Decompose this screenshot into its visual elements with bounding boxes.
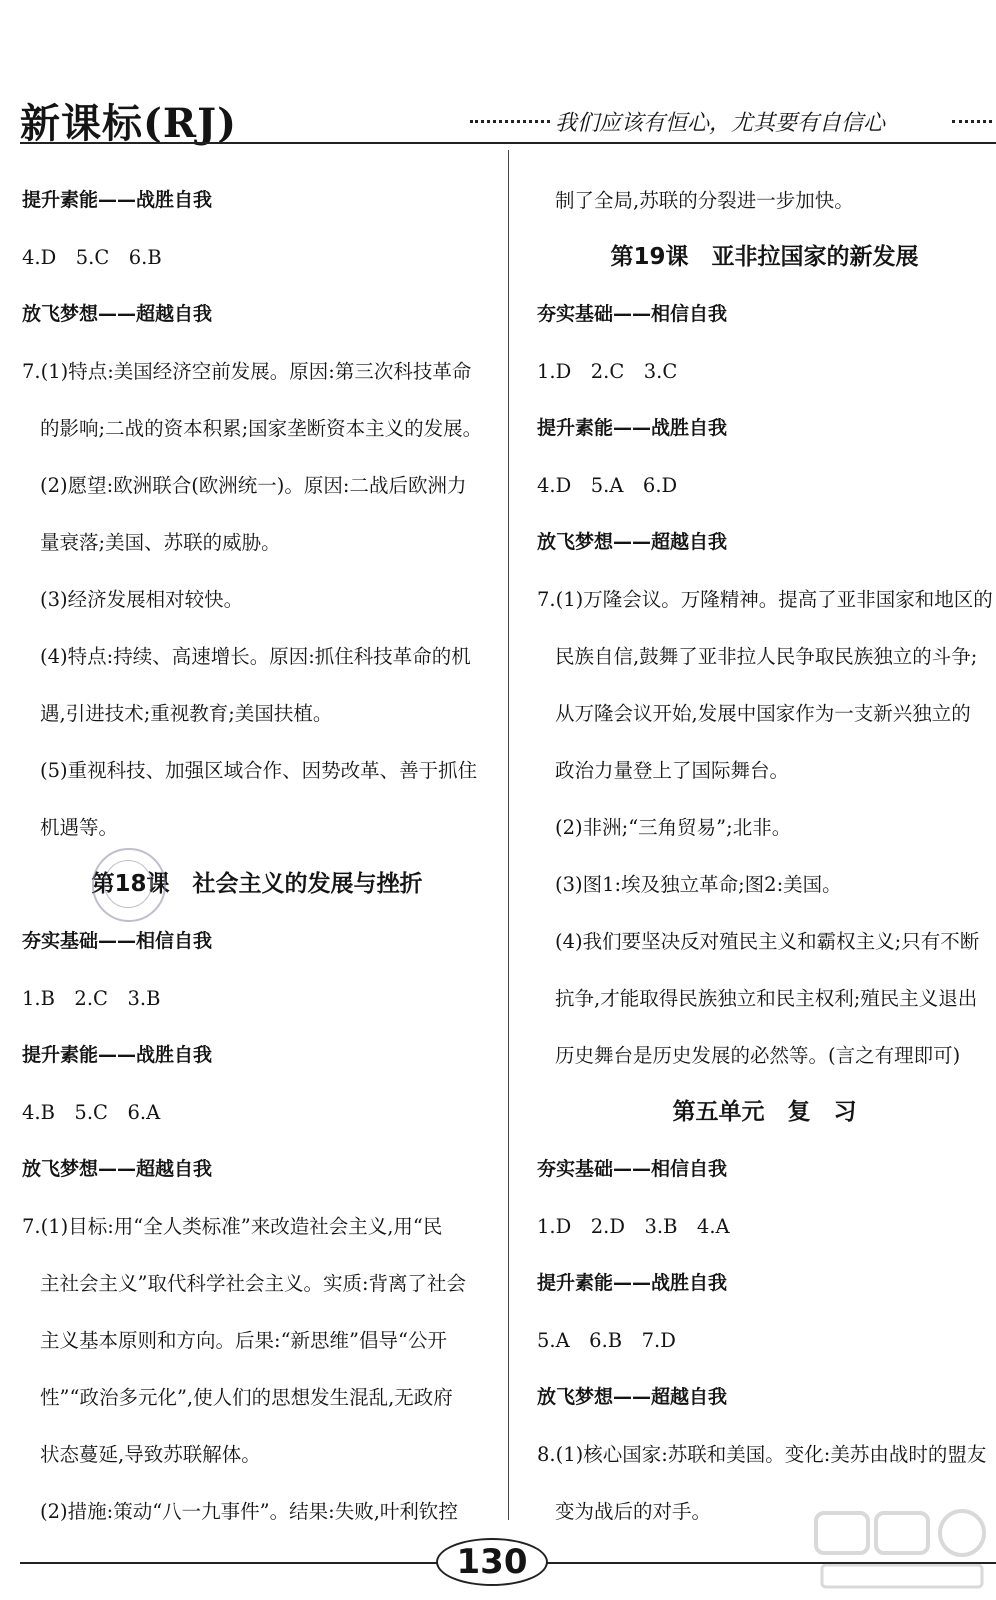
answer-line: 7.(1)目标:用“全人类标准”来改造社会主义,用“民 — [22, 1215, 443, 1238]
answer-line: 主义基本原则和方向。后果:“新思维”倡导“公开 — [40, 1329, 447, 1352]
section-heading: 放飞梦想——超越自我 — [22, 1158, 213, 1180]
left-column — [22, 172, 492, 1540]
answer-line: 1.D 2.C 3.C — [537, 360, 678, 383]
right-column — [537, 172, 992, 1540]
watermark-icon — [812, 1505, 992, 1595]
answer-line: 5.A 6.B 7.D — [537, 1329, 676, 1352]
answer-line: 1.B 2.C 3.B — [22, 987, 161, 1010]
answer-line: 性”“政治多元化”,使人们的思想发生混乱,无政府 — [40, 1386, 453, 1409]
answer-line: 遇,引进技术;重视教育;美国扶植。 — [40, 702, 333, 725]
answer-line: (4)特点:持续、高速增长。原因:抓住科技革命的机 — [40, 645, 471, 668]
seal-stamp-icon — [92, 848, 166, 922]
answer-line: (2)措施:策动“八一九事件”。结果:失败,叶利钦控 — [40, 1500, 458, 1523]
lesson-title: 第五单元 复 习 — [672, 1099, 857, 1125]
section-heading: 夯实基础——相信自我 — [537, 303, 728, 325]
section-heading: 夯实基础——相信自我 — [22, 930, 213, 952]
answer-line: 7.(1)万隆会议。万隆精神。提高了亚非国家和地区的 — [537, 588, 993, 611]
answer-line: 政治力量登上了国际舞台。 — [555, 759, 790, 782]
answer-line: 民族自信,鼓舞了亚非拉人民争取民族独立的斗争; — [555, 645, 978, 668]
answer-line: (3)经济发展相对较快。 — [40, 588, 244, 611]
answer-line: (2)非洲;“三角贸易”;北非。 — [555, 816, 792, 839]
page-number: 130 — [436, 1538, 548, 1586]
section-heading: 提升素能——战胜自我 — [22, 189, 213, 211]
answer-line: 从万隆会议开始,发展中国家作为一支新兴独立的 — [555, 702, 971, 725]
answer-line: 4.D 5.A 6.D — [537, 474, 678, 497]
motto-dotted-line-left — [470, 120, 550, 123]
answer-line: 主社会主义”取代科学社会主义。实质:背离了社会 — [40, 1272, 467, 1295]
answer-line: (2)愿望:欧洲联合(欧洲统一)。原因:二战后欧洲力 — [40, 474, 467, 497]
header-motto: 我们应该有恒心，尤其要有自信心 — [555, 111, 886, 136]
answer-line: 7.(1)特点:美国经济空前发展。原因:第三次科技革命 — [22, 360, 472, 383]
answer-line: 1.D 2.D 3.B 4.A — [537, 1215, 730, 1238]
answer-line: (4)我们要坚决反对殖民主义和霸权主义;只有不断 — [555, 930, 980, 953]
answer-line: 制了全局,苏联的分裂进一步加快。 — [555, 189, 854, 212]
motto-dotted-line-right — [952, 120, 992, 123]
answer-line: 的影响;二战的资本积累;国家垄断资本主义的发展。 — [40, 417, 483, 440]
section-heading: 放飞梦想——超越自我 — [22, 303, 213, 325]
section-heading: 提升素能——战胜自我 — [537, 417, 728, 439]
lesson-title: 第19课 亚非拉国家的新发展 — [610, 244, 919, 270]
answer-line: (5)重视科技、加强区域合作、因势改革、善于抓住 — [40, 759, 478, 782]
answer-line: 8.(1)核心国家:苏联和美国。变化:美苏由战时的盟友 — [537, 1443, 987, 1466]
answer-line: 抗争,才能取得民族独立和民主权利;殖民主义退出 — [555, 987, 978, 1010]
page-header — [0, 88, 996, 148]
answer-line: 4.B 5.C 6.A — [22, 1101, 161, 1124]
section-heading: 夯实基础——相信自我 — [537, 1158, 728, 1180]
answer-line: 量衰落;美国、苏联的威胁。 — [40, 531, 281, 554]
answer-line: 变为战后的对手。 — [555, 1500, 712, 1523]
header-rule — [20, 142, 996, 144]
column-divider — [508, 150, 509, 1520]
series-brand: 新课标(RJ) — [20, 100, 238, 147]
section-heading: 放飞梦想——超越自我 — [537, 531, 728, 553]
section-heading: 提升素能——战胜自我 — [537, 1272, 728, 1294]
answer-line: 机遇等。 — [40, 816, 119, 839]
section-heading: 放飞梦想——超越自我 — [537, 1386, 728, 1408]
answer-line: 4.D 5.C 6.B — [22, 246, 162, 269]
answer-line: 状态蔓延,导致苏联解体。 — [40, 1443, 261, 1466]
answer-line: (3)图1:埃及独立革命;图2:美国。 — [555, 873, 842, 896]
section-heading: 提升素能——战胜自我 — [22, 1044, 213, 1066]
answer-line: 历史舞台是历史发展的必然等。(言之有理即可) — [555, 1044, 961, 1067]
lesson-title: 第18课 社会主义的发展与挫折 — [91, 871, 423, 897]
